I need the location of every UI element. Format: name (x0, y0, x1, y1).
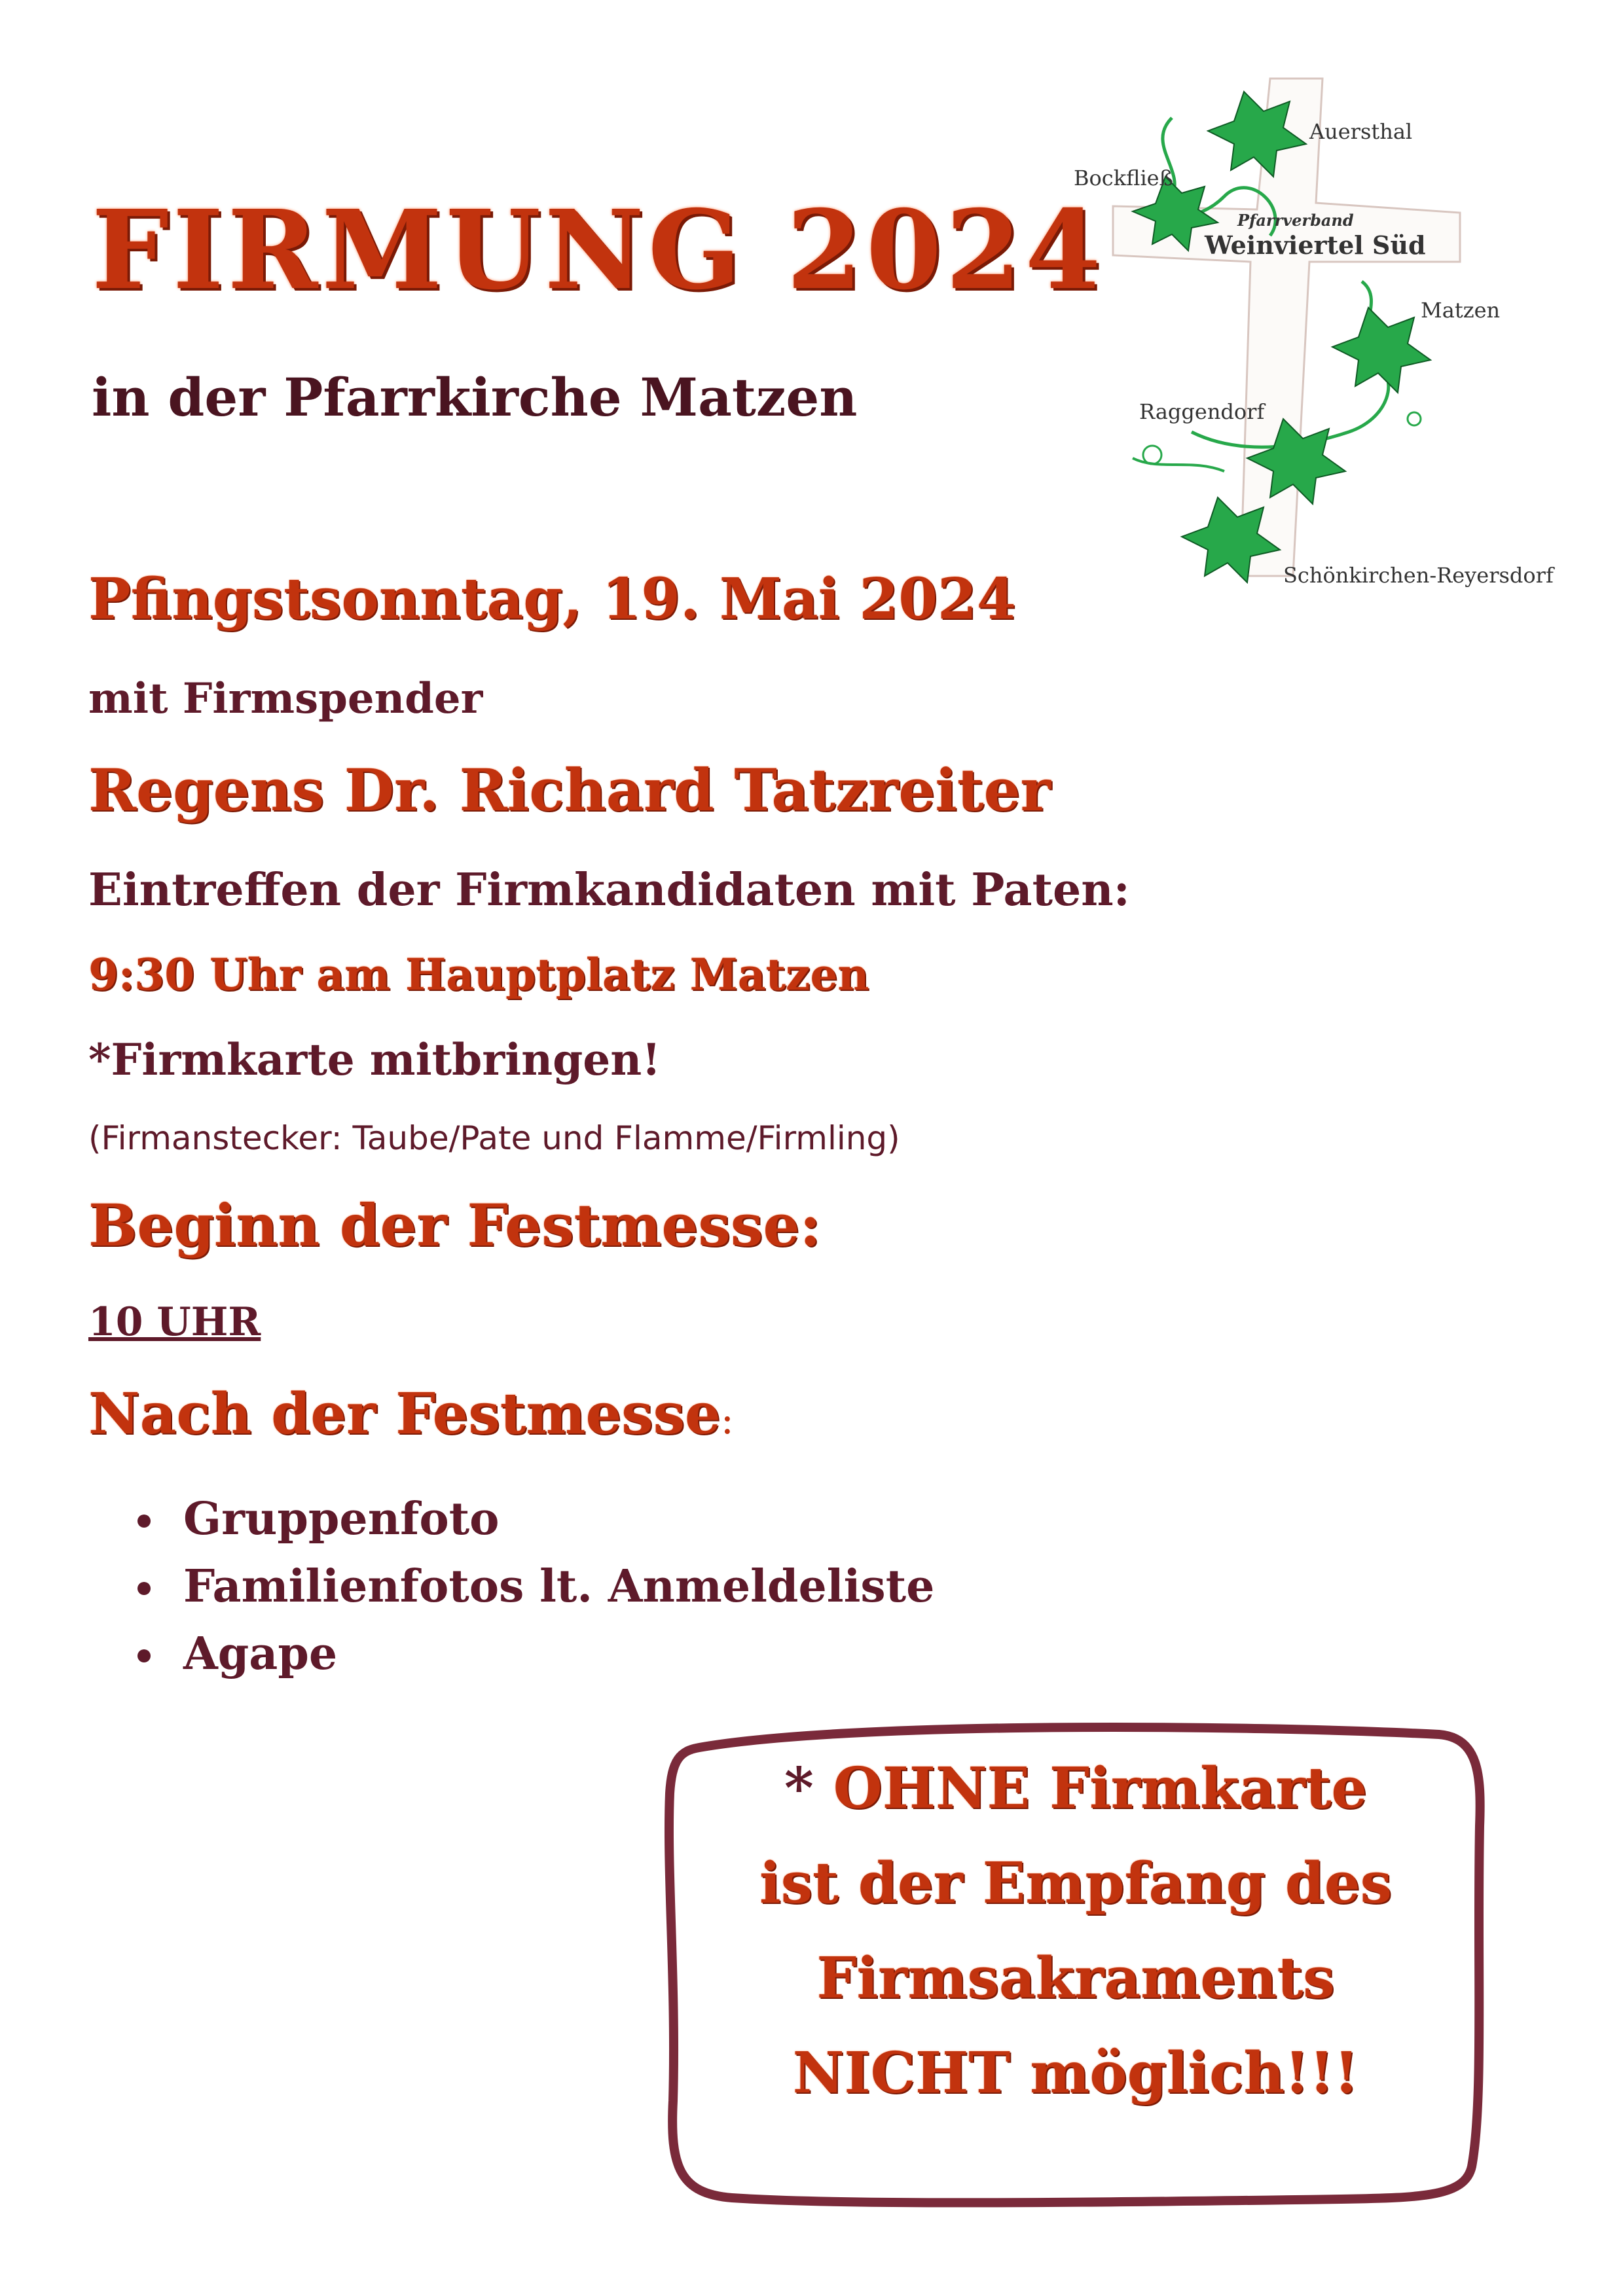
list-item: Familienfotos lt. Anmeldeliste (131, 1553, 934, 1621)
arrival-time: 9:30 Uhr am Hauptplatz Matzen (88, 949, 869, 1000)
logo-org-line2: Weinviertel Süd (1205, 230, 1426, 260)
after-mass-label (88, 1381, 734, 1447)
spender-label: mit Firmspender (88, 674, 483, 723)
after-mass-label-text: Nach der Festmesse (88, 1381, 721, 1447)
pins-note: (Firmanstecker: Taube/Pate und Flamme/Firmling) (88, 1119, 900, 1157)
vine-leaf-3 (1332, 308, 1431, 393)
warning-line-3: Firmsakraments (816, 1945, 1335, 2011)
after-mass-colon: : (720, 1397, 734, 1443)
warning-star: * (784, 1755, 814, 1821)
logo-place-bockfliess: Bockfließ (1074, 166, 1173, 190)
page-subtitle: in der Pfarrkirche Matzen (92, 367, 858, 428)
warning-line-1-text: OHNE Firmkarte (833, 1755, 1368, 1821)
logo-place-auersthal: Auersthal (1309, 119, 1413, 144)
parish-association-logo (1074, 65, 1584, 622)
after-mass-list (131, 1486, 934, 1688)
logo-place-raggendorf: Raggendorf (1139, 399, 1265, 424)
spender-name: Regens Dr. Richard Tatzreiter (88, 756, 1051, 824)
warning-line-1 (653, 1741, 1498, 1836)
arrival-label: Eintreffen der Firmkandidaten mit Paten: (88, 864, 1130, 916)
warning-line-4: NICHT möglich!!! (792, 2040, 1359, 2106)
logo-place-matzen: Matzen (1421, 298, 1501, 323)
warning-text (653, 1741, 1498, 2121)
page-title: FIRMUNG 2024 (92, 187, 1105, 314)
logo-org-line1: Pfarrverband (1237, 211, 1354, 230)
mass-time: 10 UHR (88, 1299, 261, 1345)
mass-label: Beginn der Festmesse: (88, 1191, 821, 1259)
event-date: Pfingstsonntag, 19. Mai 2024 (88, 566, 1016, 632)
list-item: Gruppenfoto (131, 1486, 934, 1553)
warning-line-2: ist der Empfang des (759, 1850, 1393, 1916)
list-item: Agape (131, 1621, 934, 1688)
logo-place-schoenkirchen: Schönkirchen-Reyersdorf (1283, 563, 1554, 588)
card-note: *Firmkarte mitbringen! (88, 1034, 661, 1085)
